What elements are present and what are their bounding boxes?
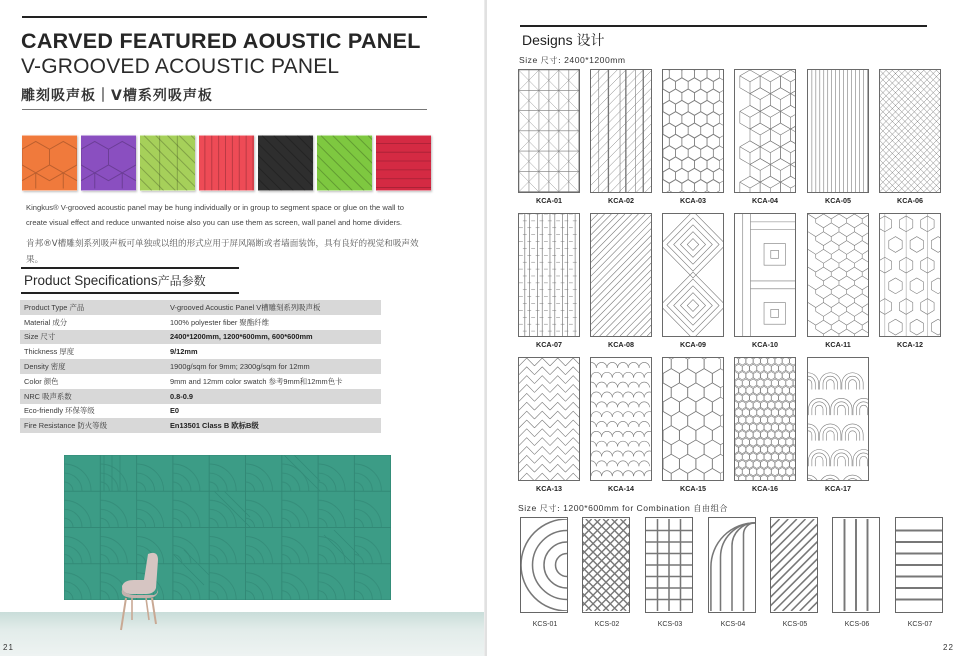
design-code: KCS-05 bbox=[782, 621, 808, 628]
vertical-stripes-pattern-icon bbox=[832, 517, 882, 613]
spec-key: NRC 吸声系数 bbox=[24, 391, 72, 401]
spec-row bbox=[20, 315, 381, 330]
green-wall-panel bbox=[64, 455, 391, 600]
design-kca-14 bbox=[590, 357, 652, 493]
size-label-text: Size bbox=[519, 55, 538, 65]
hex-chain-pattern-icon bbox=[879, 213, 941, 337]
swatch-lime-diagonal bbox=[140, 135, 195, 191]
designs-heading-en: Designs bbox=[522, 32, 573, 48]
title-chinese: 雕刻吸声板｜V槽系列吸声板 bbox=[21, 88, 213, 104]
design-kcs-02 bbox=[582, 517, 632, 628]
designs-top-rule bbox=[520, 25, 927, 27]
spec-row bbox=[20, 374, 381, 389]
horizontal-stripes-pattern-icon bbox=[895, 517, 945, 613]
design-code: KCA-06 bbox=[897, 196, 923, 205]
size-label-combination bbox=[518, 503, 728, 514]
crosshatch-pattern-icon bbox=[582, 517, 632, 613]
diag-stripes-pattern-icon bbox=[590, 69, 652, 193]
herringbone-pattern-icon bbox=[518, 357, 580, 481]
title-sub: V-GROOVED ACOUSTIC PANEL bbox=[21, 55, 340, 78]
spec-top-rule bbox=[21, 267, 239, 269]
spec-key: Size 尺寸 bbox=[24, 332, 56, 342]
title-main: CARVED FEATURED AOUSTIC PANEL bbox=[21, 29, 421, 53]
design-code: KCA-08 bbox=[608, 340, 634, 349]
design-kca-15 bbox=[662, 357, 724, 493]
description-cn-line-1: 肯邦®V槽雕刻系列吸声板可单独或以组的形式应用于屏风隔断或者墙面装饰，具有良好的视觉和吸声效 bbox=[26, 239, 419, 249]
design-code: KCA-16 bbox=[752, 484, 778, 493]
cubes-pattern-icon bbox=[734, 69, 796, 193]
large-hexagons-pattern-icon bbox=[662, 357, 724, 481]
concentric-arcs-pattern-icon bbox=[520, 517, 570, 613]
design-code: KCA-12 bbox=[897, 340, 923, 349]
corner-arcs-pattern-icon bbox=[708, 517, 758, 613]
design-kca-16 bbox=[734, 357, 796, 493]
design-code: KCS-04 bbox=[720, 621, 746, 628]
design-code: KCA-03 bbox=[680, 196, 706, 205]
spec-value: 9/12mm bbox=[170, 347, 198, 357]
spec-value: E0 bbox=[170, 406, 180, 416]
description-en-line-2: create visual effect and reduce unwanted noise also you can use them as screen, wall panel and home dividers. bbox=[26, 218, 402, 227]
spec-key: Product Type 产品 bbox=[24, 302, 85, 312]
size-label-value: 1200*600mm for Combination bbox=[563, 503, 691, 513]
design-kca-04 bbox=[734, 69, 796, 205]
grid-x-pattern-icon bbox=[518, 69, 580, 193]
design-code: KCS-06 bbox=[844, 621, 870, 628]
swatch-orange-hexagon bbox=[22, 135, 77, 191]
spec-bottom-rule bbox=[21, 292, 239, 294]
spec-value: En13501 Class B 欧标B级 bbox=[170, 421, 259, 431]
design-kcs-01 bbox=[520, 517, 570, 628]
spec-heading-cn: 产品参数 bbox=[157, 274, 206, 288]
spec-value: 2400*1200mm, 1200*600mm, 600*600mm bbox=[170, 332, 313, 342]
design-code: KCS-01 bbox=[532, 621, 558, 628]
design-code: KCA-17 bbox=[825, 484, 851, 493]
size-label-full bbox=[519, 55, 626, 66]
design-kca-06 bbox=[879, 69, 941, 205]
design-kca-09 bbox=[662, 213, 724, 349]
swatch-purple-hexagon bbox=[81, 135, 136, 191]
spec-row bbox=[20, 300, 381, 315]
design-kca-11 bbox=[807, 213, 869, 349]
design-code: KCA-10 bbox=[752, 340, 778, 349]
design-kca-17 bbox=[807, 357, 869, 493]
spec-key: Eco-friendly 环保等级 bbox=[24, 406, 95, 416]
size-label-cn: 尺寸: bbox=[539, 503, 561, 513]
page-number-left: 21 bbox=[3, 643, 14, 652]
title-bottom-rule bbox=[22, 109, 427, 110]
floor bbox=[0, 612, 485, 656]
spec-value: 1900g/sqm for 9mm; 2300g/sqm for 12mm bbox=[170, 362, 310, 372]
color-swatches bbox=[22, 135, 431, 191]
arches-pattern-icon bbox=[807, 357, 869, 481]
small-hexagons-pattern-icon bbox=[734, 357, 796, 481]
spec-value: 100% polyester fiber 聚酯纤维 bbox=[170, 317, 269, 327]
design-kcs-06 bbox=[832, 517, 882, 628]
design-code: KCA-14 bbox=[608, 484, 634, 493]
room-photo bbox=[0, 440, 485, 656]
design-code: KCA-07 bbox=[536, 340, 562, 349]
design-kca-01 bbox=[518, 69, 580, 205]
swatch-red-brick bbox=[376, 135, 431, 191]
grid-pattern-icon bbox=[645, 517, 695, 613]
size-label-value: 2400*1200mm bbox=[564, 55, 626, 65]
size-label-text: Size bbox=[518, 503, 537, 513]
spec-value: V-grooved Acoustic Panel V槽雕刻系列吸声板 bbox=[170, 302, 321, 312]
spec-key: Fire Resistance 防火等级 bbox=[24, 421, 107, 431]
spec-row bbox=[20, 344, 381, 359]
size-label-cn-suffix: 自由组合 bbox=[693, 503, 728, 513]
design-kca-10 bbox=[734, 213, 796, 349]
nested-diamonds-pattern-icon bbox=[662, 213, 724, 337]
spec-row bbox=[20, 389, 381, 404]
spec-row bbox=[20, 404, 381, 419]
right-page bbox=[487, 0, 971, 656]
design-kca-07 bbox=[518, 213, 580, 349]
vertical-lines-pattern-icon bbox=[807, 69, 869, 193]
spec-row bbox=[20, 359, 381, 374]
chevron-hex-pattern-icon bbox=[807, 213, 869, 337]
spec-heading bbox=[24, 272, 206, 289]
design-code: KCA-04 bbox=[752, 196, 778, 205]
wall-panel-pattern-icon bbox=[64, 455, 391, 600]
description-cn-line-2: 果。 bbox=[26, 255, 44, 265]
design-code: KCA-11 bbox=[825, 340, 851, 349]
design-kca-13 bbox=[518, 357, 580, 493]
design-kcs-03 bbox=[645, 517, 695, 628]
spec-key: Color 颜色 bbox=[24, 376, 59, 386]
design-code: KCA-09 bbox=[680, 340, 706, 349]
spec-row bbox=[20, 330, 381, 345]
design-kca-05 bbox=[807, 69, 869, 205]
diagonal-lines-pattern-icon bbox=[590, 213, 652, 337]
top-rule bbox=[22, 16, 427, 18]
design-code: KCA-01 bbox=[536, 196, 562, 205]
spec-key: Material 成分 bbox=[24, 317, 68, 327]
spec-value: 0.8-0.9 bbox=[170, 391, 194, 401]
bricks-vertical-pattern-icon bbox=[518, 213, 580, 337]
spec-key: Thickness 厚度 bbox=[24, 347, 75, 357]
design-kcs-05 bbox=[770, 517, 820, 628]
design-kca-02 bbox=[590, 69, 652, 205]
diagonal-stripes-pattern-icon bbox=[770, 517, 820, 613]
spec-value: 9mm and 12mm color swatch 参考9mm和12mm色卡 bbox=[170, 376, 343, 386]
design-kca-03 bbox=[662, 69, 724, 205]
design-code: KCA-02 bbox=[608, 196, 634, 205]
design-code: KCS-03 bbox=[657, 621, 683, 628]
design-code: KCA-05 bbox=[825, 196, 851, 205]
fish-scale-pattern-icon bbox=[590, 357, 652, 481]
swatch-green-diagonal bbox=[317, 135, 372, 191]
design-code: KCS-07 bbox=[907, 621, 933, 628]
spec-key: Density 密度 bbox=[24, 362, 66, 372]
designs-heading-cn: 设计 bbox=[576, 33, 605, 49]
design-code: KCA-15 bbox=[680, 484, 706, 493]
design-kcs-04 bbox=[708, 517, 758, 628]
left-page bbox=[0, 0, 485, 656]
swatch-coral-vertical bbox=[199, 135, 254, 191]
design-kca-08 bbox=[590, 213, 652, 349]
spec-table bbox=[20, 300, 381, 433]
swatch-black-diagonal bbox=[258, 135, 313, 191]
size-label-cn: 尺寸: bbox=[540, 55, 562, 65]
spec-row bbox=[20, 418, 381, 433]
hexagons-pattern-icon bbox=[662, 69, 724, 193]
diamond-lattice-pattern-icon bbox=[879, 69, 941, 193]
design-code: KCS-02 bbox=[594, 621, 620, 628]
chair-icon bbox=[118, 550, 174, 632]
description-en-line-1: Kingkus® V-grooved acoustic panel may be hung individually or in group to segment space or glue on the wall to bbox=[26, 203, 404, 212]
nested-squares-pattern-icon bbox=[734, 213, 796, 337]
page-number-right: 22 bbox=[943, 643, 954, 652]
spec-heading-en: Product Specifications bbox=[24, 273, 158, 288]
designs-heading bbox=[522, 30, 604, 50]
design-kcs-07 bbox=[895, 517, 945, 628]
design-kca-12 bbox=[879, 213, 941, 349]
design-code: KCA-13 bbox=[536, 484, 562, 493]
